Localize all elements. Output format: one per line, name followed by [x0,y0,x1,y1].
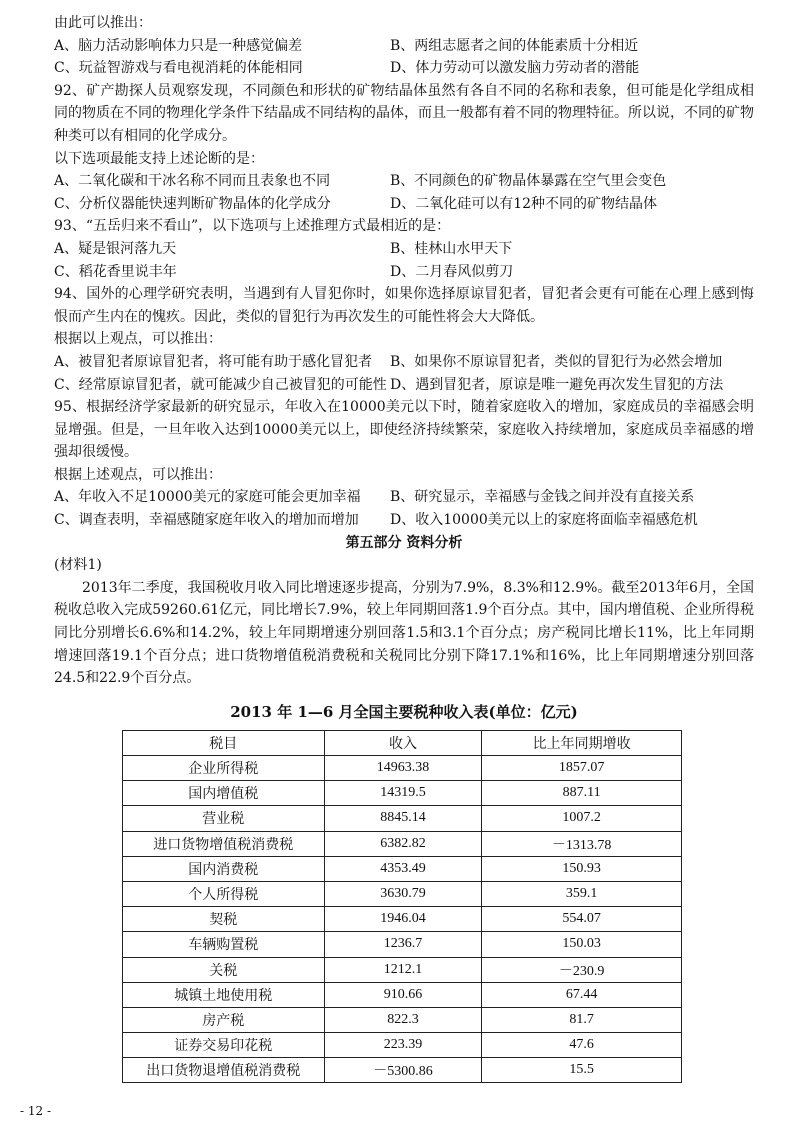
cell-tax-item: 证券交易印花税 [123,1033,325,1058]
q93-option-b: B、桂林山水甲天下 [390,240,513,257]
q93-options [54,238,754,283]
q93-option-a: A、疑是银河落九天 [54,240,177,257]
cell-revenue: 3630.79 [324,881,482,906]
q91-options [54,35,754,80]
q95-prompt: 根据上述观点，可以推出： [54,466,222,483]
q95-option-c: C、调查表明，幸福感随家庭年收入的增加而增加 [54,512,359,529]
cell-tax-item: 个人所得税 [123,881,325,906]
material-label: (材料1) [54,557,102,574]
q94-option-c: C、经常原谅冒犯者，就可能减少自己被冒犯的可能性 [54,376,387,393]
cell-yoy-increase: 15.5 [482,1058,682,1083]
table-row [123,982,682,1007]
q93-text: 93、“五岳归来不看山”，以下选项与上述推理方式最相近的是： [54,218,451,235]
cell-revenue: －5300.86 [324,1058,482,1083]
cell-yoy-increase: －1313.78 [482,831,682,856]
cell-yoy-increase: 150.93 [482,856,682,881]
table-row [123,781,682,806]
cell-yoy-increase: 887.11 [482,781,682,806]
q95-option-d: D、收入10000美元以上的家庭将面临幸福感危机 [390,512,698,529]
material-text: 2013年二季度，我国税收月收入同比增速逐步提高，分别为7.9%，8.3%和12.9%。截至2013年6月，全国税收总收入完成59260.61亿元，同比增长7.9%，较上年同期回落1.9个百分点。其中，国内增值税、企业所得税同比分别增长6.6%和14.2%，较上年同期增速分别回落1.5和3.1个百分点；房产税同比增长11%，比上年同期增速回落19.1个百分点；进口货物增值税消费税和关税同比分别下降17.1%和16%，比上年同期增速分别回落24.5和22.9个百分点。 [54,579,754,687]
table-row [123,856,682,881]
q92-options [54,170,754,215]
q92-option-a: A、二氧化碳和干冰名称不同而且表象也不同 [54,173,331,190]
cell-yoy-increase: 554.07 [482,907,682,932]
exam-page [54,12,754,1083]
q92-option-b: B、不同颜色的矿物晶体暴露在空气里会变色 [390,173,667,190]
header-tax-item: 税目 [123,730,325,755]
q95-option-a: A、年收入不足10000美元的家庭可能会更加幸福 [54,489,361,506]
header-revenue: 收入 [324,730,482,755]
cell-yoy-increase: 47.6 [482,1033,682,1058]
cell-revenue: 14319.5 [324,781,482,806]
cell-tax-item: 企业所得税 [123,756,325,781]
q95-option-b: B、研究显示，幸福感与金钱之间并没有直接关系 [390,489,695,506]
cell-yoy-increase: 150.03 [482,932,682,957]
q91-option-c: C、玩益智游戏与看电视消耗的体能相同 [54,60,303,77]
q94-option-a: A、被冒犯者原谅冒犯者，将可能有助于感化冒犯者 [54,353,373,370]
cell-yoy-increase: 81.7 [482,1007,682,1032]
table-row [123,806,682,831]
q94-option-d: D、遇到冒犯者，原谅是唯一避免再次发生冒犯的方法 [390,376,724,393]
cell-tax-item: 出口货物退增值税消费税 [123,1058,325,1083]
cell-yoy-increase: 359.1 [482,881,682,906]
q94-prompt: 根据以上观点，可以推出： [54,331,222,348]
cell-revenue: 6382.82 [324,831,482,856]
cell-revenue: 822.3 [324,1007,482,1032]
table-row [123,756,682,781]
cell-tax-item: 契税 [123,907,325,932]
cell-revenue: 4353.49 [324,856,482,881]
cell-tax-item: 关税 [123,957,325,982]
table-row [123,1033,682,1058]
table-row [123,831,682,856]
section-title: 第五部分 资料分析 [345,534,463,551]
cell-revenue: 8845.14 [324,806,482,831]
cell-tax-item: 进口货物增值税消费税 [123,831,325,856]
cell-revenue: 1236.7 [324,932,482,957]
q95-text: 95、根据经济学家最新的研究显示，年收入在10000美元以下时，随着家庭收入的增加，家庭成员的幸福感会明显增强。但是，一旦年收入达到10000美元以上，即使经济持续繁荣，家庭收入持续增加，家庭成员幸福感的增强却很缓慢。 [54,399,754,461]
cell-tax-item: 车辆购置税 [123,932,325,957]
cell-revenue: 910.66 [324,982,482,1007]
q91-option-d: D、体力劳动可以激发脑力劳动者的潜能 [390,60,640,77]
table-row [123,881,682,906]
cell-tax-item: 国内增值税 [123,781,325,806]
q93-option-c: C、稻花香里说丰年 [54,263,177,280]
cell-tax-item: 城镇土地使用税 [123,982,325,1007]
tax-revenue-table [122,730,682,1084]
q94-option-b: B、如果你不原谅冒犯者，类似的冒犯行为必然会增加 [390,353,723,370]
cell-yoy-increase: 1007.2 [482,806,682,831]
cell-tax-item: 国内消费税 [123,856,325,881]
q91-prompt: 由此可以推出： [54,15,152,31]
q91-option-b: B、两组志愿者之间的体能素质十分相近 [390,37,639,54]
cell-revenue: 1212.1 [324,957,482,982]
cell-tax-item: 营业税 [123,806,325,831]
cell-yoy-increase: 67.44 [482,982,682,1007]
q91-option-a: A、脑力活动影响体力只是一种感觉偏差 [54,37,303,54]
table-row [123,1007,682,1032]
table-row [123,1058,682,1083]
q93-option-d: D、二月春风似剪刀 [390,263,514,280]
q94-options [54,351,754,396]
table-row [123,957,682,982]
cell-yoy-increase: 1857.07 [482,756,682,781]
q94-text: 94、国外的心理学研究表明，当遇到有人冒犯你时，如果你选择原谅冒犯者，冒犯者会更有可能在心理上感到悔恨而产生内在的愧疚。因此，类似的冒犯行为再次发生的可能性将会大大降低。 [54,286,754,325]
cell-tax-item: 房产税 [123,1007,325,1032]
q95-options [54,486,754,531]
page-number: - 12 - [20,1104,52,1118]
table-title: 2013 年 1—6 月全国主要税种收入表(单位：亿元) [230,702,578,721]
cell-revenue: 14963.38 [324,756,482,781]
cell-revenue: 223.39 [324,1033,482,1058]
table-header-row [123,730,682,755]
table-row [123,932,682,957]
cell-revenue: 1946.04 [324,907,482,932]
header-yoy-increase: 比上年同期增收 [482,730,682,755]
q92-text: 92、矿产勘探人员观察发现，不同颜色和形状的矿物结晶体虽然有各自不同的名称和表象，但可能是化学组成相同的物质在不同的物理化学条件下结晶成不同结构的晶体，而且一般都有着不同的物理特征。所以说，不同的矿物种类可以有相同的化学成分。 [54,82,754,144]
q92-option-d: D、二氧化硅可以有12种不同的矿物结晶体 [390,195,658,212]
table-row [123,907,682,932]
q92-prompt: 以下选项最能支持上述论断的是： [54,150,264,167]
cell-yoy-increase: －230.9 [482,957,682,982]
q92-option-c: C、分析仪器能快速判断矿物晶体的化学成分 [54,195,331,212]
